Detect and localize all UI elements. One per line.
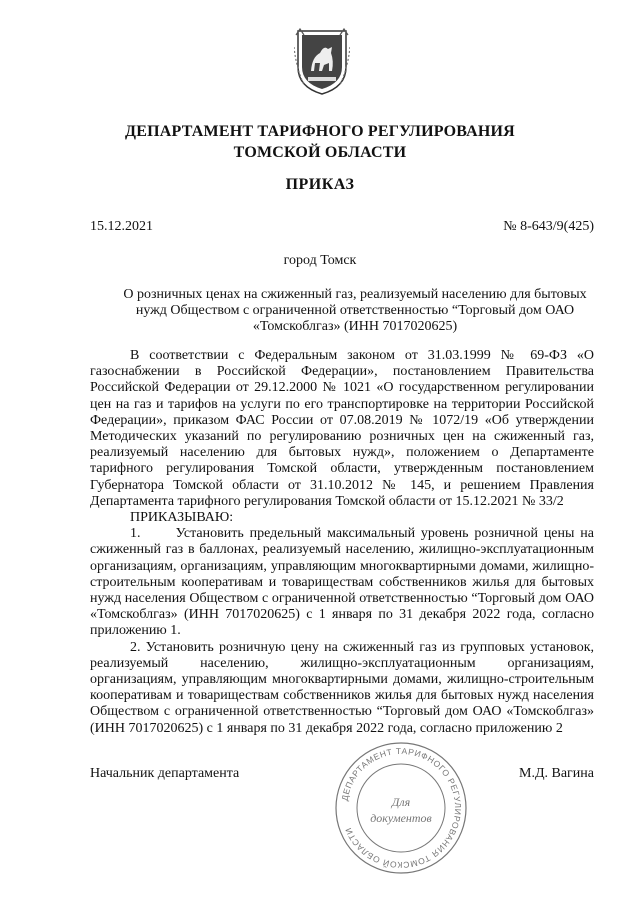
order-word: ПРИКАЗЫВАЮ: bbox=[130, 510, 234, 526]
order-item-2: 2. Установить розничную цену на сжиженный газ из групповых установок, реализуемый населению, жилищно-эксплуатационным организациям, организациям, управляющим многоквартирными домами, жилищно-строительным кооперативам и товариществам собственников жилья для бытовых нужд населения Обществом с ограниченной ответственностью “Торговый дом ОАО «Томскоблгаз» (ИНН 7017020625) с 1 января по 31 декабря 2022 года, согласно приложению 2 bbox=[90, 639, 594, 736]
order-number: № 8-643/9(425) bbox=[503, 219, 594, 234]
order-subject: О розничных ценах на сжиженный газ, реализуемый населению для бытовых нужд Обществом с ограниченной ответственностью “Торговый дом ОАО «Томскоблгаз» (ИНН 7017020625) bbox=[123, 287, 587, 334]
document-type-heading: ПРИКАЗ bbox=[285, 176, 355, 193]
order-date: 15.12.2021 bbox=[90, 219, 153, 234]
signatory-name: М.Д. Вагина bbox=[519, 766, 594, 781]
order-body bbox=[90, 348, 594, 737]
official-stamp bbox=[333, 740, 469, 876]
preamble-paragraph: В соответствии с Федеральным законом от 31.03.1999 № 69-ФЗ «О газоснабжении в Российской Федерации», постановлением Правительства Российской Федерации от 29.12.2000 № 1021 «О государственном регулировании цен на газ и тарифов на услуги по его транспортировке на территории Российской Федерации», приказом ФАС России от 07.08.2019 № 1072/19 «Об утверждении Методических указаний по регулированию розничных цен на сжиженный газ, реализуемый населению для бытовых нужд», положением о Департаменте тарифного регулирования Томской области, утвержденным постановлением Губернатора Томской области от 31.10.2012 № 145, и решением Правления Департамента тарифного регулирования Томской области от 15.12.2021 № 33/2 bbox=[90, 348, 594, 509]
stamp-center-line1: Для bbox=[391, 795, 411, 809]
city-line: город Томск bbox=[283, 253, 357, 268]
stamp-center-line2: документов bbox=[370, 811, 432, 825]
coat-of-arms-emblem bbox=[294, 27, 350, 97]
stamp-ring-text: ДЕПАРТАМЕНТ ТАРИФНОГО РЕГУЛИРОВАНИЯ ТОМСКОЙ ОБЛАСТИ bbox=[339, 745, 464, 871]
signatory-position: Начальник департамента bbox=[90, 766, 240, 781]
department-title-line1: ДЕПАРТАМЕНТ ТАРИФНОГО РЕГУЛИРОВАНИЯ bbox=[125, 123, 515, 140]
department-title bbox=[40, 121, 600, 163]
department-title-line2: ТОМСКОЙ ОБЛАСТИ bbox=[233, 144, 407, 161]
order-item-1: 1. Установить предельный максимальный уровень розничной цены на сжиженный газ в баллонах, реализуемый населению, жилищно-эксплуатационным организациям, организациям, управляющим многоквартирными домами, жилищно-строительным кооперативам и товариществам собственников жилья для бытовых нужд населения Обществом с ограниченной ответственностью “Торговый дом ОАО «Томскоблгаз» (ИНН 7017020625) с 1 января по 31 декабря 2022 года, согласно приложению 1. bbox=[90, 526, 594, 639]
